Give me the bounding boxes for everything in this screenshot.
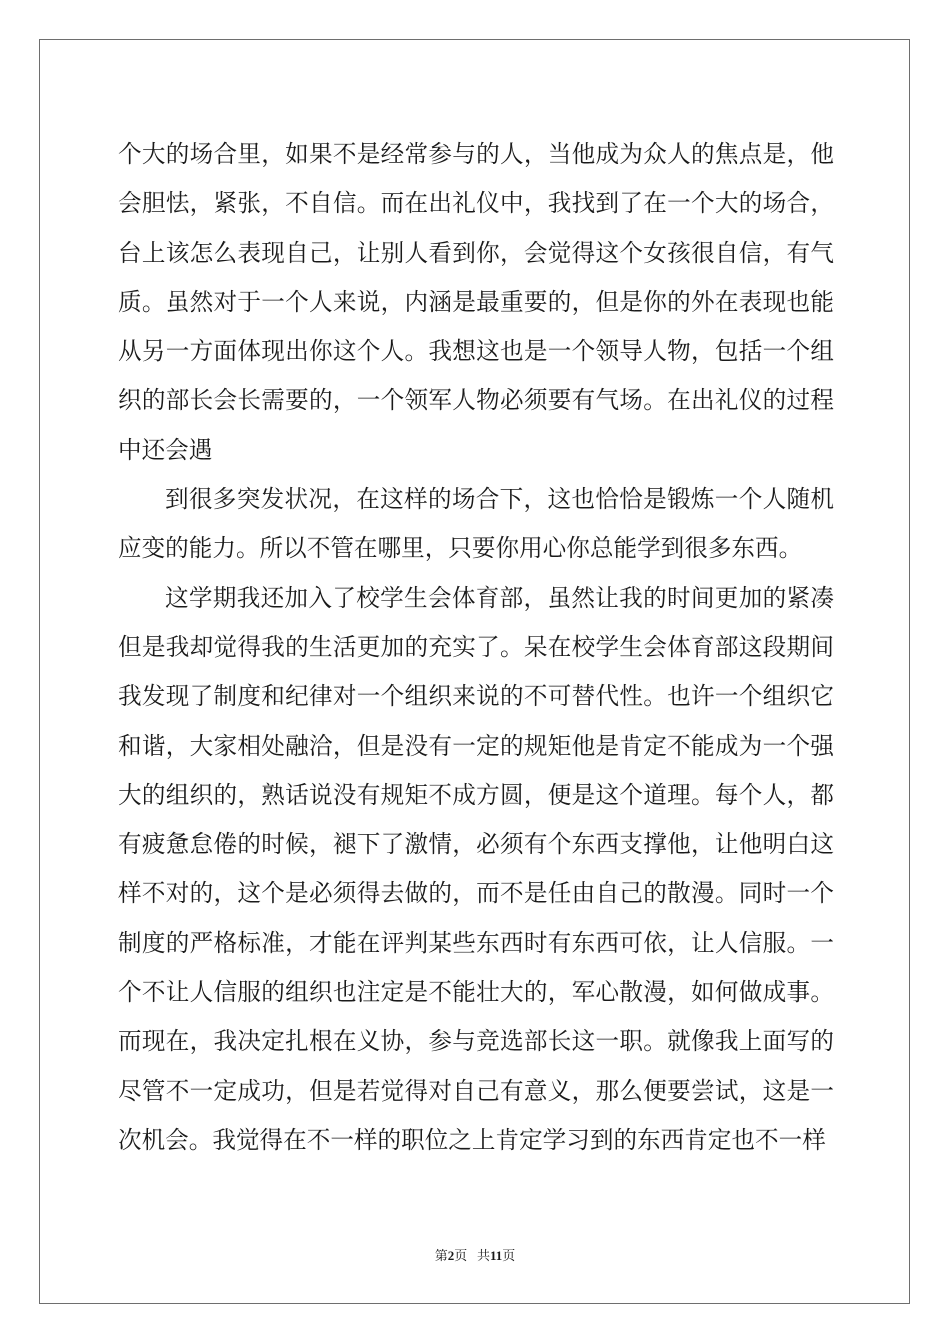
- paragraph: [118, 574, 834, 1166]
- text-line: 应变的能力。所以不管在哪里，只要你用心你总能学到很多东西。: [118, 534, 803, 563]
- paragraph: [118, 475, 834, 574]
- text-line: 制度的严格标准，才能在评判某些东西时有东西可依，让人信服。一: [118, 928, 834, 957]
- text-line: 中还会遇: [118, 435, 213, 464]
- total-suffix: 页: [502, 1248, 516, 1263]
- page-footer: [0, 1245, 950, 1264]
- text-line: 大的组织的，熟话说没有规矩不成方圆，便是这个道理。每个人，都: [118, 780, 834, 809]
- page-number: 2: [447, 1248, 455, 1263]
- text-line: 台上该怎么表现自己，让别人看到你，会觉得这个女孩很自信，有气: [118, 238, 834, 267]
- text-line: 个不让人信服的组织也注定是不能壮大的，军心散漫，如何做成事。: [118, 978, 834, 1007]
- text-line: 和谐，大家相处融洽，但是没有一定的规矩他是肯定不能成为一个强: [118, 731, 834, 760]
- page-suffix: 页: [454, 1248, 468, 1263]
- text-line: 尽管不一定成功，但是若觉得对自己有意义，那么便要尝试，这是一: [118, 1076, 834, 1105]
- text-line: 织的部长会长需要的，一个领军人物必须要有气场。在出礼仪的过程: [118, 386, 834, 415]
- text-line: 个大的场合里，如果不是经常参与的人，当他成为众人的焦点是，他: [118, 140, 834, 168]
- page-prefix: 第: [434, 1248, 448, 1263]
- text-line: 而现在，我决定扎根在义协，参与竞选部长这一职。就像我上面写的: [118, 1027, 834, 1056]
- paragraph: [118, 130, 834, 475]
- total-prefix: 共: [476, 1248, 490, 1263]
- text-line: 会胆怯，紧张，不自信。而在出礼仪中，我找到了在一个大的场合，: [118, 189, 834, 218]
- text-line: 质。虽然对于一个人来说，内涵是最重要的，但是你的外在表现也能: [118, 287, 834, 316]
- text-line: 但是我却觉得我的生活更加的充实了。呆在校学生会体育部这段期间: [118, 632, 834, 661]
- total-pages: 11: [489, 1248, 503, 1263]
- text-line: 这学期我还加入了校学生会体育部，虽然让我的时间更加的紧凑: [165, 583, 834, 612]
- document-body: [118, 130, 834, 1165]
- text-line: 我发现了制度和纪律对一个组织来说的不可替代性。也许一个组织它: [118, 682, 834, 711]
- text-line: 有疲惫怠倦的时候，褪下了激情，必须有个东西支撑他，让他明白这: [118, 830, 834, 859]
- text-line: 次机会。我觉得在不一样的职位之上肯定学习到的东西肯定也不一样: [118, 1125, 826, 1154]
- text-line: 样不对的，这个是必须得去做的，而不是任由自己的散漫。同时一个: [118, 879, 834, 908]
- text-line: 到很多突发状况，在这样的场合下，这也恰恰是锻炼一个人随机: [165, 485, 834, 514]
- text-line: 从另一方面体现出你这个人。我想这也是一个领导人物，包括一个组: [118, 337, 834, 366]
